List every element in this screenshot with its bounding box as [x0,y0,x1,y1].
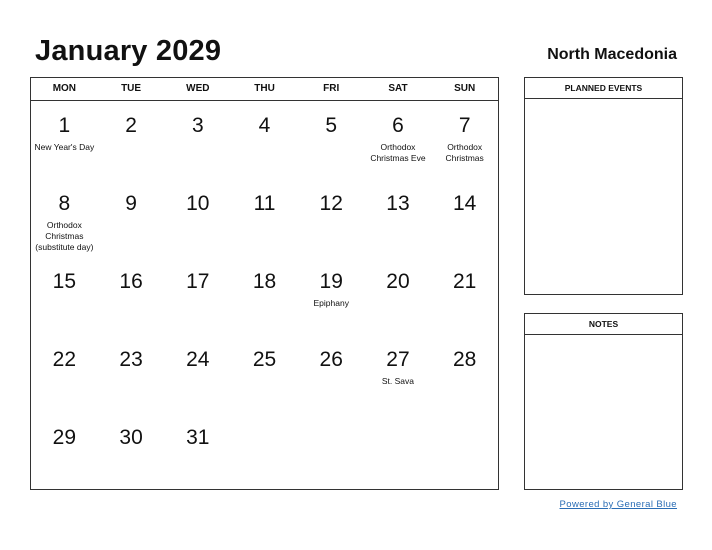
day-cell [231,335,298,413]
planned-events-panel [524,77,683,295]
day-number: 14 [452,192,477,215]
holiday-label: Epiphany [313,298,349,308]
notes-title: NOTES [525,314,682,335]
day-number: 30 [119,426,143,449]
day-cell [231,179,298,257]
day-cell [31,413,98,491]
weekday-header: MON [52,83,77,94]
day-number: 19 [319,270,343,293]
day-number: 16 [119,270,143,293]
day-number: 21 [452,270,477,293]
holiday-label: Orthodox Christmas [445,142,484,163]
day-cell [164,101,231,179]
day-cell [298,335,365,413]
day-number: 5 [325,114,338,137]
day-number: 23 [119,348,143,371]
day-cell [365,413,432,491]
day-number: 26 [319,348,343,371]
calendar-week-row [31,413,498,491]
day-number: 28 [452,348,477,371]
powered-by-link[interactable]: Powered by General Blue [559,499,677,510]
day-number: 11 [253,192,276,215]
day-number: 20 [386,270,410,293]
day-cell [431,101,498,179]
day-cell [164,257,231,335]
day-cell [298,101,365,179]
weekday-header: SAT [388,83,408,94]
day-number: 17 [186,270,210,293]
day-number: 27 [386,348,410,371]
day-number: 15 [52,270,77,293]
day-number: 10 [186,192,210,215]
weekday-header: TUE [121,83,142,94]
weekday-header-row [31,78,498,101]
day-number: 1 [58,114,71,137]
holiday-label: Orthodox Christmas (substitute day) [35,220,94,252]
day-number: 2 [125,114,137,137]
day-cell [365,179,432,257]
day-cell [431,413,498,491]
day-number: 31 [186,426,210,449]
holiday-label: St. Sava [381,376,415,386]
planned-events-title: PLANNED EVENTS [525,78,682,99]
day-cell [98,335,165,413]
country-name: North Macedonia [547,46,677,63]
day-cell [298,257,365,335]
day-cell [365,335,432,413]
day-cell [431,257,498,335]
day-cell [298,179,365,257]
day-cell [31,335,98,413]
day-number: 29 [52,426,77,449]
page-title: January 2029 [35,35,222,67]
day-number: 9 [125,192,137,215]
holiday-label: New Year's Day [34,142,95,152]
day-cell [164,413,231,491]
day-cell [98,101,165,179]
day-cell [164,179,231,257]
weekday-header: FRI [323,83,340,94]
day-cell [431,335,498,413]
day-number: 25 [252,348,277,371]
notes-panel [524,313,683,490]
day-cell [298,413,365,491]
day-cell [31,101,98,179]
calendar-weeks [31,101,498,489]
day-number: 6 [392,114,404,137]
day-number: 18 [252,270,277,293]
calendar-week-row [31,257,498,335]
day-cell [365,257,432,335]
weekday-header: SUN [454,83,476,94]
weekday-header: THU [254,83,275,94]
calendar-week-row [31,101,498,179]
day-number: 13 [386,192,410,215]
day-number: 12 [319,192,343,215]
calendar-grid [30,77,499,490]
calendar-week-row [31,179,498,257]
day-cell [98,257,165,335]
day-cell [231,101,298,179]
day-cell [31,179,98,257]
day-number: 22 [52,348,77,371]
day-number: 8 [58,192,71,215]
weekday-header: WED [186,83,210,94]
day-number: 7 [458,114,471,137]
day-number: 24 [186,348,210,371]
day-cell [231,257,298,335]
day-cell [31,257,98,335]
day-number: 3 [191,114,204,137]
holiday-label: Orthodox Christmas Eve [370,142,426,163]
day-cell [98,179,165,257]
day-cell [365,101,432,179]
day-cell [164,335,231,413]
day-cell [98,413,165,491]
calendar-week-row [31,335,498,413]
day-number: 4 [258,114,271,137]
day-cell [231,413,298,491]
day-cell [431,179,498,257]
